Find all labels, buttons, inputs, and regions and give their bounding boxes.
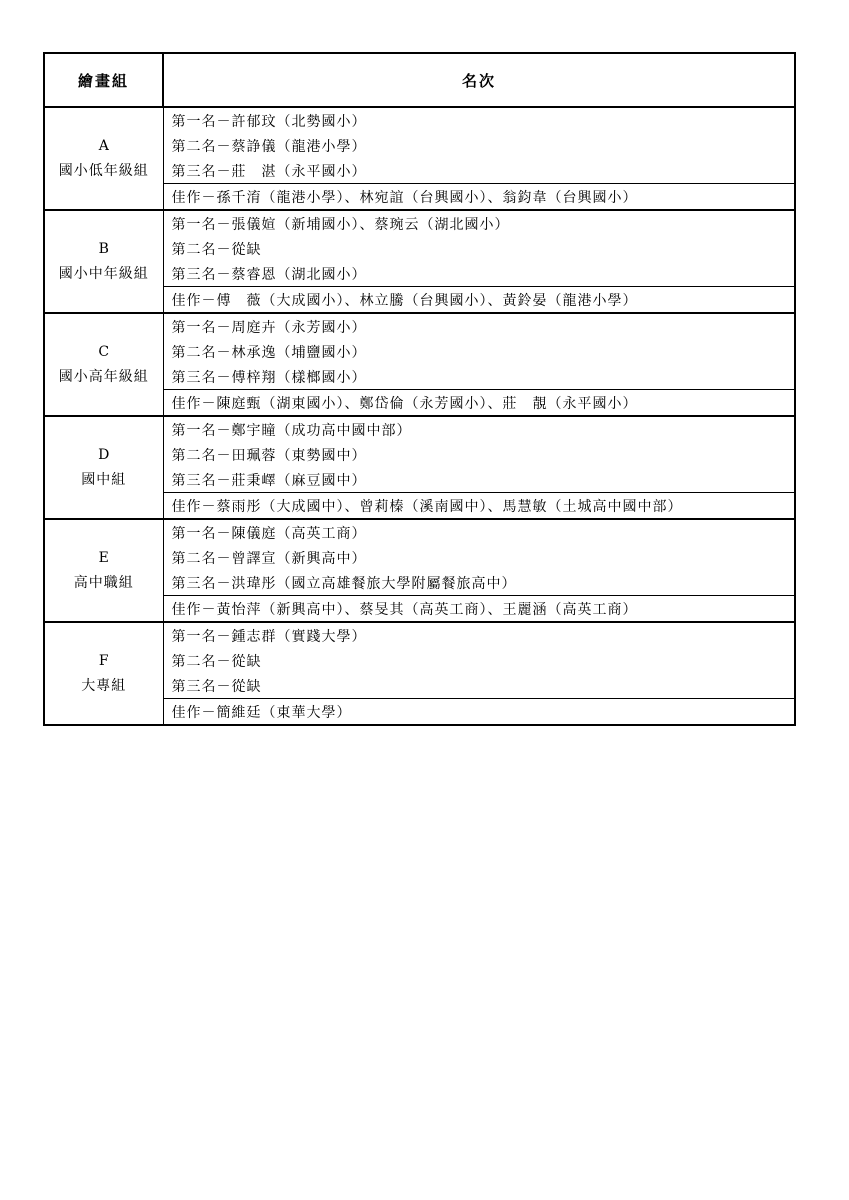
group-label-cell bbox=[44, 416, 163, 519]
group-section-a bbox=[44, 107, 795, 210]
group-code: C bbox=[98, 343, 110, 360]
first-place-row bbox=[44, 210, 795, 236]
group-section-e bbox=[44, 519, 795, 622]
group-name: 大專組 bbox=[81, 677, 127, 694]
honorable-mention-entry: 佳作－蔡雨彤（大成國中）、曾莉榛（溪南國中）、馬慧敏（土城高中國中部） bbox=[163, 493, 795, 520]
header-row bbox=[44, 53, 795, 107]
first-place-entry: 第一名－許郁玟（北勢國小） bbox=[163, 107, 795, 133]
third-place-entry: 第三名－從缺 bbox=[163, 673, 795, 699]
group-label-cell bbox=[44, 519, 163, 622]
group-column-header: 繪畫組 bbox=[44, 53, 163, 107]
award-table bbox=[43, 52, 796, 726]
group-section-d bbox=[44, 416, 795, 519]
group-section-b bbox=[44, 210, 795, 313]
honorable-mention-entry: 佳作－陳庭甄（湖東國小）、鄭岱倫（永芳國小）、莊 靚（永平國小） bbox=[163, 390, 795, 417]
group-code: E bbox=[98, 549, 109, 566]
group-name: 高中職組 bbox=[73, 574, 134, 591]
third-place-entry: 第三名－洪瑋彤（國立高雄餐旅大學附屬餐旅高中） bbox=[163, 570, 795, 596]
first-place-row bbox=[44, 519, 795, 545]
second-place-entry: 第二名－蔡諍儀（龍港小學） bbox=[163, 133, 795, 158]
second-place-entry: 第二名－從缺 bbox=[163, 648, 795, 673]
first-place-row bbox=[44, 107, 795, 133]
first-place-entry: 第一名－陳儀庭（高英工商） bbox=[163, 519, 795, 545]
group-label-cell bbox=[44, 107, 163, 210]
group-code: D bbox=[98, 446, 110, 463]
first-place-entry: 第一名－鍾志群（實踐大學） bbox=[163, 622, 795, 648]
third-place-entry: 第三名－莊秉嶧（麻豆國中） bbox=[163, 467, 795, 493]
first-place-entry: 第一名－周庭卉（永芳國小） bbox=[163, 313, 795, 339]
group-label-cell bbox=[44, 313, 163, 416]
group-name: 國中組 bbox=[81, 471, 127, 488]
honorable-mention-entry: 佳作－黃怡萍（新興高中）、蔡旻其（高英工商）、王麗涵（高英工商） bbox=[163, 596, 795, 623]
group-name: 國小中年級組 bbox=[58, 265, 149, 282]
group-section-f bbox=[44, 622, 795, 725]
second-place-entry: 第二名－田珮蓉（東勢國中） bbox=[163, 442, 795, 467]
second-place-entry: 第二名－林承逸（埔鹽國小） bbox=[163, 339, 795, 364]
honorable-mention-entry: 佳作－孫千淯（龍港小學）、林宛誼（台興國小）、翁鈞韋（台興國小） bbox=[163, 184, 795, 211]
group-code: A bbox=[98, 137, 109, 154]
third-place-entry: 第三名－傅梓翔（樣榔國小） bbox=[163, 364, 795, 390]
third-place-entry: 第三名－莊 湛（永平國小） bbox=[163, 158, 795, 184]
group-code: B bbox=[98, 240, 109, 257]
rank-column-header: 名次 bbox=[163, 53, 795, 107]
honorable-mention-entry: 佳作－傅 薇（大成國小）、林立騰（台興國小）、黃鈴晏（龍港小學） bbox=[163, 287, 795, 314]
second-place-entry: 第二名－曾譯宣（新興高中） bbox=[163, 545, 795, 570]
group-code: F bbox=[98, 652, 109, 669]
group-name: 國小高年級組 bbox=[58, 368, 149, 385]
first-place-entry: 第一名－張儀媗（新埔國小）、蔡琬云（湖北國小） bbox=[163, 210, 795, 236]
group-label-cell bbox=[44, 622, 163, 725]
first-place-row bbox=[44, 313, 795, 339]
second-place-entry: 第二名－從缺 bbox=[163, 236, 795, 261]
group-label-cell bbox=[44, 210, 163, 313]
first-place-entry: 第一名－鄭宇瞳（成功高中國中部） bbox=[163, 416, 795, 442]
group-section-c bbox=[44, 313, 795, 416]
first-place-row bbox=[44, 416, 795, 442]
third-place-entry: 第三名－蔡睿恩（湖北國小） bbox=[163, 261, 795, 287]
group-name: 國小低年級組 bbox=[58, 162, 149, 179]
first-place-row bbox=[44, 622, 795, 648]
honorable-mention-entry: 佳作－簡維廷（東華大學） bbox=[163, 699, 795, 726]
